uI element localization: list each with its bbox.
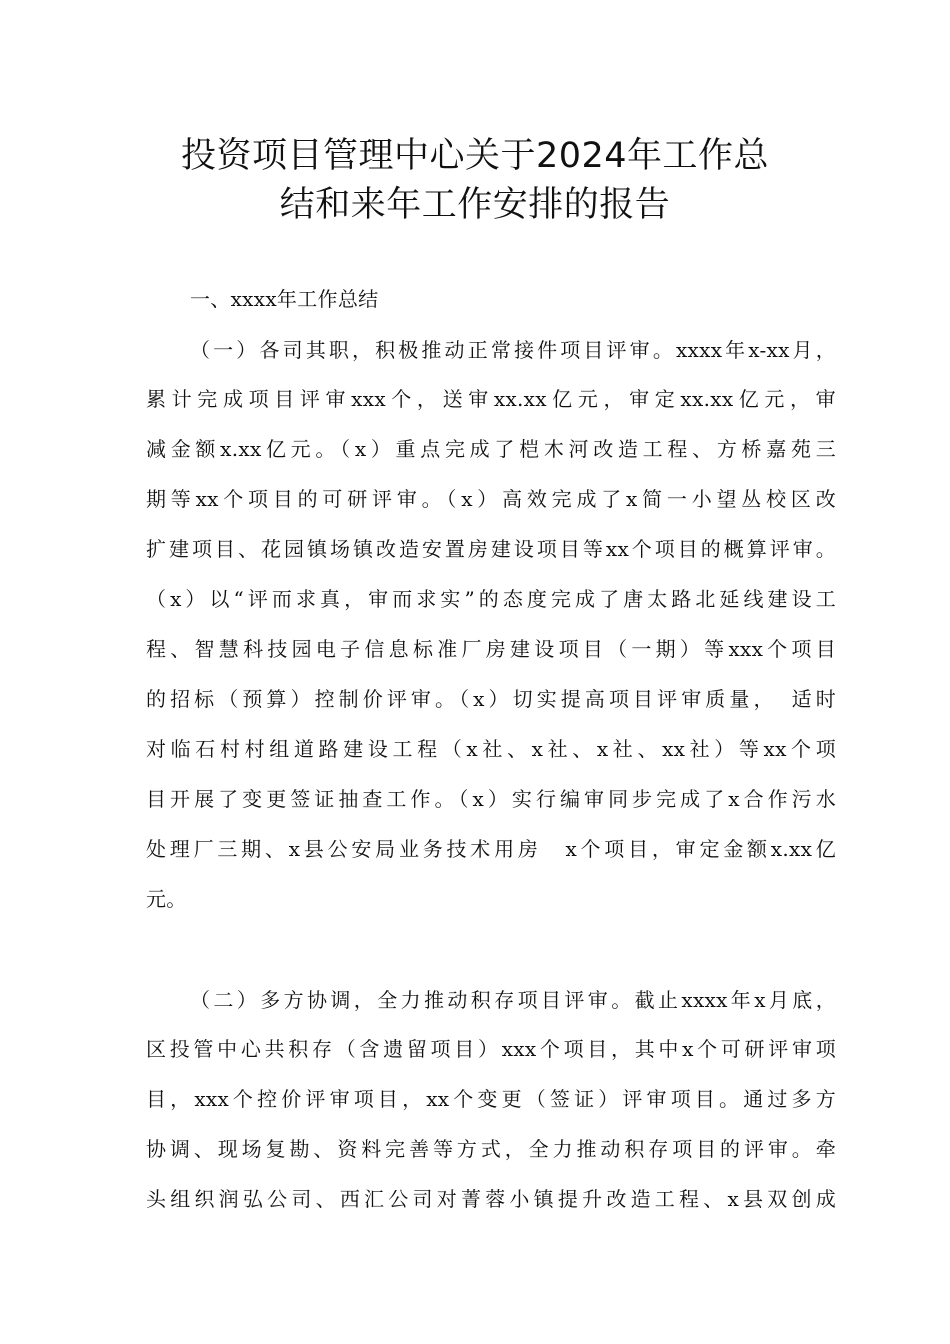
paragraph-2-line: （二）多方协调，全力推动积存项目评审。截止xxxx年x月底， (190, 988, 836, 1012)
paragraph-2-line: 区投管中心共积存（含遗留项目）xxx个项目，其中x个可研评审项 (146, 1037, 836, 1061)
paragraph-1-line: 减金额x.xx亿元。（x）重点完成了桤木河改造工程、方桥嘉苑三 (146, 437, 836, 461)
paragraph-2-line: 协调、现场复勘、资料完善等方式，全力推动积存项目的评审。牵 (146, 1137, 836, 1161)
paragraph-1-line: 程、智慧科技园电子信息标准厂房建设项目（一期）等xxx个项目 (146, 637, 836, 661)
paragraph-1-line: 累计完成项目评审xxx个，送审xx.xx亿元，审定xx.xx亿元，审 (146, 387, 836, 411)
paragraph-1-line: 目开展了变更签证抽查工作。（x）实行编审同步完成了x合作污水 (146, 787, 836, 811)
paragraph-1-line: （x）以“评而求真，审而求实”的态度完成了唐太路北延线建设工 (146, 587, 836, 611)
paragraph-1-line: 扩建项目、花园镇场镇改造安置房建设项目等xx个项目的概算评审。 (146, 537, 836, 561)
paragraph-1-line: （一）各司其职，积极推动正常接件项目评审。xxxx年x-xx月， (190, 338, 836, 362)
paragraph-2-line: 目，xxx个控价评审项目，xx个变更（签证）评审项目。通过多方 (146, 1087, 836, 1111)
paragraph-1-line: 对临石村村组道路建设工程（x社、x社、x社、xx社）等xx个项 (146, 737, 836, 761)
paragraph-2-line: 头组织润弘公司、西汇公司对菁蓉小镇提升改造工程、x县双创成 (146, 1187, 836, 1211)
section-heading: 一、xxxx年工作总结 (190, 287, 379, 311)
paragraph-1-line: 处理厂三期、x县公安局业务技术用房 x个项目，审定金额x.xx亿 (146, 837, 836, 861)
paragraph-1-line: 元。 (146, 887, 187, 911)
document-title-line-2: 结和来年工作安排的报告 (279, 185, 671, 225)
paragraph-1-line: 的招标（预算）控制价评审。（x）切实提高项目评审质量， 适时 (146, 687, 836, 711)
paragraph-1-line: 期等xx个项目的可研评审。（x）高效完成了x简一小望丛校区改 (146, 487, 836, 511)
document-title-line-1: 投资项目管理中心关于2024年工作总 (180, 136, 770, 176)
